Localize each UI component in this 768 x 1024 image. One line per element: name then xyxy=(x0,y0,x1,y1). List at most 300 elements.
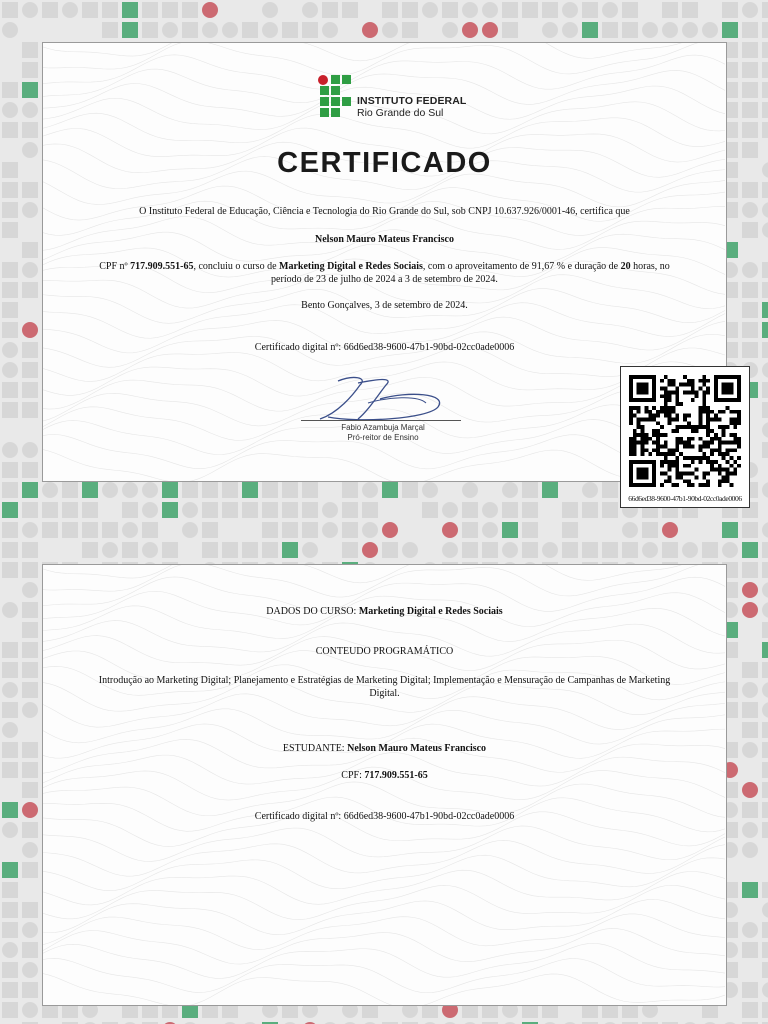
pattern-square xyxy=(82,482,98,498)
pattern-square xyxy=(2,562,18,578)
qr-module xyxy=(733,425,737,429)
qr-module xyxy=(722,479,726,483)
pattern-square xyxy=(22,182,38,198)
digital-certificate-number xyxy=(63,810,706,823)
digital-code: 66d6ed38-9600-47b1-90bd-02cc0ade0006 xyxy=(343,342,515,353)
pattern-circle xyxy=(562,22,578,38)
qr-module xyxy=(637,417,641,421)
pattern-circle xyxy=(462,482,478,498)
pattern-circle xyxy=(302,2,318,18)
pattern-square xyxy=(22,62,38,78)
qr-module xyxy=(633,433,637,437)
pattern-square xyxy=(2,802,18,818)
qr-module xyxy=(648,437,652,441)
institution-name: INSTITUTO FEDERAL xyxy=(357,95,467,107)
pattern-square xyxy=(2,922,18,938)
pattern-square xyxy=(22,482,38,498)
pattern-circle xyxy=(2,442,18,458)
pattern-square xyxy=(2,522,18,538)
pattern-square xyxy=(762,382,768,398)
pattern-square xyxy=(22,562,38,578)
qr-module xyxy=(699,437,703,441)
pattern-circle xyxy=(22,922,38,938)
qr-module xyxy=(691,437,695,441)
pattern-circle xyxy=(622,522,638,538)
qr-module xyxy=(695,425,699,429)
qr-module xyxy=(687,421,691,425)
qr-module xyxy=(668,398,672,402)
qr-module xyxy=(710,460,714,464)
pattern-square xyxy=(242,542,258,558)
qr-module xyxy=(660,410,664,414)
pattern-square xyxy=(602,22,618,38)
pattern-square xyxy=(762,42,768,58)
pattern-square xyxy=(462,502,478,518)
qr-module xyxy=(702,398,706,402)
pattern-square xyxy=(402,22,418,38)
qr-module xyxy=(729,441,733,445)
pattern-circle xyxy=(202,2,218,18)
qr-module xyxy=(722,425,726,429)
qr-module xyxy=(671,406,675,410)
qr-module xyxy=(668,460,672,464)
qr-module xyxy=(714,468,718,472)
pattern-square xyxy=(742,982,758,998)
pattern-square xyxy=(762,882,768,898)
qr-module xyxy=(702,452,706,456)
pattern-square xyxy=(762,442,768,458)
pattern-square xyxy=(402,482,418,498)
qr-module xyxy=(699,425,703,429)
qr-module xyxy=(702,406,706,410)
pattern-square xyxy=(522,542,538,558)
qr-module xyxy=(668,475,672,479)
qr-module xyxy=(633,448,637,452)
pattern-square xyxy=(742,62,758,78)
pattern-circle xyxy=(662,22,678,38)
pattern-square xyxy=(282,502,298,518)
qr-module xyxy=(699,445,703,449)
pattern-square xyxy=(2,862,18,878)
pattern-circle xyxy=(362,542,378,558)
pattern-square xyxy=(522,2,538,18)
qr-module xyxy=(718,445,722,449)
qr-module xyxy=(737,414,741,418)
qr-module xyxy=(664,394,668,398)
qr-module xyxy=(664,398,668,402)
qr-module xyxy=(722,452,726,456)
qr-module xyxy=(664,460,668,464)
pattern-square xyxy=(2,882,18,898)
guilloche-background xyxy=(43,565,726,1005)
signatory-name: Fabio Azambuja Marçal xyxy=(341,423,425,432)
qr-finder xyxy=(637,383,649,395)
qr-module xyxy=(671,448,675,452)
qr-module xyxy=(699,460,703,464)
qr-module xyxy=(687,479,691,483)
pattern-square xyxy=(22,462,38,478)
qr-module xyxy=(722,475,726,479)
pattern-square xyxy=(562,522,578,538)
pattern-square xyxy=(102,522,118,538)
pattern-square xyxy=(502,2,518,18)
pattern-square xyxy=(22,782,38,798)
qr-module xyxy=(652,414,656,418)
institution-logo xyxy=(317,73,487,121)
pattern-square xyxy=(2,1002,18,1018)
pattern-square xyxy=(762,642,768,658)
qr-module xyxy=(644,437,648,441)
pattern-square xyxy=(222,542,238,558)
pattern-square xyxy=(202,542,218,558)
pattern-square xyxy=(162,542,178,558)
course-data-label: DADOS DO CURSO: xyxy=(266,606,359,617)
pattern-circle xyxy=(742,202,758,218)
pattern-square xyxy=(502,22,518,38)
pattern-square xyxy=(762,182,768,198)
qr-module xyxy=(737,456,741,460)
student-name-value: Nelson Mauro Mateus Francisco xyxy=(347,743,487,754)
pattern-square xyxy=(762,622,768,638)
pattern-square xyxy=(742,122,758,138)
qr-module xyxy=(729,410,733,414)
pattern-square xyxy=(762,402,768,418)
pattern-square xyxy=(482,542,498,558)
pattern-square xyxy=(382,542,398,558)
pattern-square xyxy=(182,22,198,38)
qr-module xyxy=(668,448,672,452)
qr-module xyxy=(637,421,641,425)
qr-module xyxy=(675,390,679,394)
qr-module xyxy=(644,406,648,410)
pattern-square xyxy=(62,482,78,498)
pattern-circle xyxy=(702,22,718,38)
qr-module xyxy=(644,433,648,437)
qr-module xyxy=(652,429,656,433)
qr-module xyxy=(718,464,722,468)
pattern-circle xyxy=(422,2,438,18)
pattern-square xyxy=(742,182,758,198)
pattern-square xyxy=(2,222,18,238)
pattern-square xyxy=(42,2,58,18)
pattern-square xyxy=(262,542,278,558)
qr-module xyxy=(729,421,733,425)
pattern-square xyxy=(762,542,768,558)
pattern-square xyxy=(262,522,278,538)
pattern-square xyxy=(202,522,218,538)
course-data-card xyxy=(42,564,727,1006)
course-name: Marketing Digital e Redes Sociais xyxy=(279,261,423,272)
pattern-square xyxy=(202,502,218,518)
pattern-square xyxy=(742,302,758,318)
qr-module xyxy=(675,464,679,468)
cpf-prefix: CPF nº xyxy=(99,261,131,272)
qr-module xyxy=(718,448,722,452)
qr-module xyxy=(637,441,641,445)
qr-module xyxy=(675,441,679,445)
qr-module xyxy=(733,421,737,425)
qr-module xyxy=(660,387,664,391)
guilloche-line xyxy=(43,943,725,978)
pattern-circle xyxy=(762,422,768,438)
qr-module xyxy=(683,456,687,460)
qr-module xyxy=(664,445,668,449)
pattern-square xyxy=(762,322,768,338)
pattern-circle xyxy=(762,162,768,178)
pattern-square xyxy=(242,502,258,518)
qr-module xyxy=(656,452,660,456)
pattern-square xyxy=(342,522,358,538)
pattern-square xyxy=(2,982,18,998)
qr-module xyxy=(675,429,679,433)
pattern-square xyxy=(582,22,598,38)
pattern-square xyxy=(742,1002,758,1018)
cpf-value: 717.909.551-65 xyxy=(364,770,428,781)
qr-module xyxy=(652,406,656,410)
qr-module xyxy=(718,468,722,472)
pattern-square xyxy=(762,62,768,78)
qr-module xyxy=(687,445,691,449)
qr-module xyxy=(726,448,730,452)
pattern-square xyxy=(2,542,18,558)
qr-module xyxy=(652,433,656,437)
pattern-circle xyxy=(22,442,38,458)
qr-module xyxy=(710,448,714,452)
qr-module xyxy=(714,414,718,418)
pattern-square xyxy=(742,882,758,898)
pattern-square xyxy=(742,802,758,818)
pattern-square xyxy=(242,482,258,498)
qr-module xyxy=(633,445,637,449)
qr-module xyxy=(733,468,737,472)
pattern-circle xyxy=(22,322,38,338)
pattern-circle xyxy=(742,782,758,798)
pattern-circle xyxy=(22,962,38,978)
pattern-square xyxy=(422,502,438,518)
pattern-square xyxy=(282,522,298,538)
qr-module xyxy=(687,437,691,441)
qr-module xyxy=(718,452,722,456)
qr-module xyxy=(714,460,718,464)
pattern-square xyxy=(762,262,768,278)
pattern-circle xyxy=(322,522,338,538)
pattern-square xyxy=(342,2,358,18)
pattern-square xyxy=(402,2,418,18)
qr-module xyxy=(726,425,730,429)
course-period: período de 23 de julho de 2024 a 3 de setembro de 2024. xyxy=(271,274,498,285)
pattern-square xyxy=(522,502,538,518)
guilloche-line xyxy=(43,958,725,992)
qr-module xyxy=(668,452,672,456)
qr-module xyxy=(699,448,703,452)
qr-module xyxy=(729,433,733,437)
pattern-square xyxy=(742,942,758,958)
qr-module xyxy=(687,441,691,445)
pattern-circle xyxy=(122,522,138,538)
pattern-square xyxy=(2,462,18,478)
pattern-circle xyxy=(502,482,518,498)
pattern-circle xyxy=(2,682,18,698)
pattern-square xyxy=(602,542,618,558)
qr-module xyxy=(641,437,645,441)
pattern-circle xyxy=(362,22,378,38)
qr-module xyxy=(718,417,722,421)
qr-module xyxy=(664,472,668,476)
qr-module xyxy=(726,460,730,464)
pattern-circle xyxy=(2,362,18,378)
pattern-square xyxy=(2,762,18,778)
qr-module xyxy=(691,445,695,449)
qr-module xyxy=(699,417,703,421)
qr-module xyxy=(641,448,645,452)
cpf-label: CPF: xyxy=(341,770,365,781)
qr-module xyxy=(714,448,718,452)
pattern-circle xyxy=(482,502,498,518)
qr-module xyxy=(733,448,737,452)
qr-module xyxy=(695,429,699,433)
pattern-circle xyxy=(462,22,478,38)
pattern-square xyxy=(22,382,38,398)
qr-module xyxy=(702,394,706,398)
course-data-line xyxy=(63,605,706,618)
pattern-circle xyxy=(742,2,758,18)
pattern-square xyxy=(702,542,718,558)
pattern-square xyxy=(122,22,138,38)
qr-module xyxy=(702,390,706,394)
qr-module xyxy=(679,383,683,387)
guilloche-line xyxy=(43,855,725,891)
pattern-square xyxy=(742,82,758,98)
pattern-circle xyxy=(682,542,698,558)
qr-module xyxy=(726,452,730,456)
qr-module xyxy=(668,394,672,398)
pattern-square xyxy=(22,82,38,98)
pattern-circle xyxy=(102,482,118,498)
pattern-circle xyxy=(762,602,768,618)
qr-module xyxy=(656,414,660,418)
pattern-circle xyxy=(442,22,458,38)
pattern-circle xyxy=(742,742,758,758)
qr-module xyxy=(675,483,679,487)
pattern-square xyxy=(762,1002,768,1018)
pattern-square xyxy=(22,42,38,58)
pattern-square xyxy=(262,482,278,498)
qr-module xyxy=(656,445,660,449)
pattern-square xyxy=(242,22,258,38)
qr-module xyxy=(702,383,706,387)
digital-certificate-number xyxy=(63,341,706,354)
qr-module xyxy=(679,402,683,406)
qr-module xyxy=(660,406,664,410)
pattern-circle xyxy=(22,262,38,278)
pattern-square xyxy=(2,82,18,98)
qr-module xyxy=(668,390,672,394)
qr-module xyxy=(718,472,722,476)
qr-module xyxy=(737,464,741,468)
pattern-square xyxy=(22,902,38,918)
qr-module xyxy=(699,379,703,383)
qr-module xyxy=(675,417,679,421)
qr-module xyxy=(726,479,730,483)
pattern-square xyxy=(82,2,98,18)
qr-module xyxy=(691,456,695,460)
qr-module xyxy=(737,421,741,425)
qr-module xyxy=(706,390,710,394)
qr-module xyxy=(675,468,679,472)
pattern-square xyxy=(62,502,78,518)
qr-module xyxy=(737,417,741,421)
qr-module xyxy=(683,390,687,394)
qr-module xyxy=(652,441,656,445)
qr-module xyxy=(733,472,737,476)
pattern-square xyxy=(762,662,768,678)
qr-module xyxy=(641,417,645,421)
qr-module xyxy=(641,425,645,429)
pattern-circle xyxy=(762,522,768,538)
qr-module xyxy=(722,468,726,472)
pattern-circle xyxy=(742,842,758,858)
pattern-square xyxy=(722,22,738,38)
qr-module xyxy=(702,475,706,479)
pattern-square xyxy=(22,642,38,658)
pattern-circle xyxy=(22,842,38,858)
pattern-square xyxy=(302,522,318,538)
qr-module xyxy=(671,383,675,387)
pattern-circle xyxy=(742,602,758,618)
qr-module xyxy=(687,379,691,383)
qr-module xyxy=(687,414,691,418)
pattern-circle xyxy=(322,22,338,38)
pattern-square xyxy=(302,22,318,38)
qr-module xyxy=(702,410,706,414)
pattern-circle xyxy=(382,22,398,38)
qr-module xyxy=(664,375,668,379)
pattern-square xyxy=(462,522,478,538)
qr-module xyxy=(691,472,695,476)
pattern-square xyxy=(562,542,578,558)
qr-module xyxy=(671,379,675,383)
qr-module xyxy=(710,437,714,441)
pattern-square xyxy=(2,262,18,278)
pattern-square xyxy=(22,342,38,358)
pattern-circle xyxy=(762,982,768,998)
pattern-circle xyxy=(62,2,78,18)
program-content-line2: Digital. xyxy=(369,688,400,699)
qr-module xyxy=(726,475,730,479)
qr-module xyxy=(633,406,637,410)
qr-module xyxy=(648,410,652,414)
pattern-circle xyxy=(762,702,768,718)
qr-module xyxy=(702,445,706,449)
qr-module xyxy=(664,479,668,483)
qr-module xyxy=(702,425,706,429)
qr-module xyxy=(699,483,703,487)
qr-module xyxy=(699,406,703,410)
pattern-circle xyxy=(542,22,558,38)
pattern-circle xyxy=(2,342,18,358)
pattern-square xyxy=(762,722,768,738)
qr-module xyxy=(726,468,730,472)
qr-module xyxy=(691,390,695,394)
qr-module xyxy=(679,437,683,441)
qr-module xyxy=(706,425,710,429)
qr-module xyxy=(706,433,710,437)
qr-module xyxy=(664,406,668,410)
pattern-circle xyxy=(742,262,758,278)
pattern-square xyxy=(222,482,238,498)
pattern-square xyxy=(302,502,318,518)
pattern-square xyxy=(222,502,238,518)
